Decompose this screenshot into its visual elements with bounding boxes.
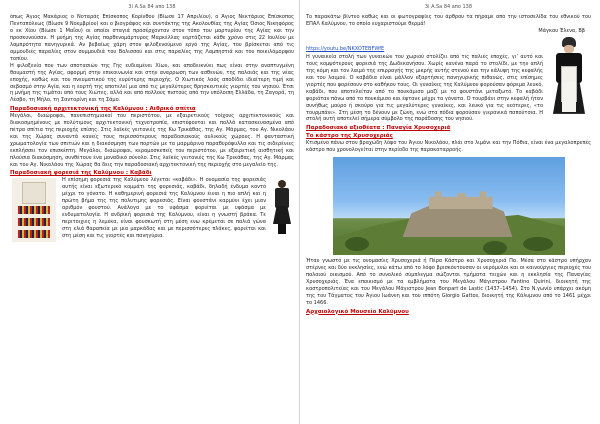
castle-photo bbox=[333, 157, 565, 255]
castle-intro-paragraph: Κτισμένο πάνω στον βραχώδη λόφο του Άγιου Νικολάου, πλάι στο λιμάνι και την Πόθια, είναι ένα μεγαλοπρεπές κάστρο που χρονολογείται στην περίοδο της παρακαταρροής. bbox=[306, 140, 591, 154]
left-page-number: 3i A.Sa 84 aπο 138 bbox=[128, 4, 176, 10]
heading-traditional-costume: Παραδοσιακή φορεσιά της Καλύμνου : Καβάδι bbox=[10, 170, 152, 177]
architecture-paragraph: Μεγάλοι, διαώροφοι, πανεπιστημιακοί του περιστότου, με εξαιρετικούς τοίχους αρχιτεκτονικούς και διακοσμημένους με πολύτιμους αρχιτεκτονική τεχνοτροπία, επιστέφονται και πολλά κατασκευασμένα από πέτρα σπίτια της περιοχής επίσης. Στις λαϊκές γειτονιές της Κω Τρικάθας, της Αγ. Μάρμας, του Αγ. Νικολάου και της Χώρας συναντά κανείς τους περισσότερους παραδοσιακούς αυλικούς χώρους. Η φανταστική χρωματολογία των σπιτιών και η διακόσμηση των πορτών με τα μαρμάρινα παραθυρόφυλλα και τις σιδερένιες εκπλήσσει τον επισκέπτη. Μεγάλοι, διαώροφοι, κεραμοσκεπείς του περιστότου, με εξαιρετική αισθητική και πλούσια διακόσμηση, συνθέτουν ένα μοναδικό σύνολο. Στις λαϊκές γειτονιές της Κω Τρικάθας, της Αγ. Μάρμας και του Αγ. Νικολάου της Χώρας θα δεις την παραδοσιακή αρχιτεκτονική της περιοχής στο μεγαλείο της. bbox=[10, 112, 294, 168]
left-paragraph-1: όπως Άγιος Μακάριος ο Νοταράς Επίσκοπος Κορίνθου (Βίωσε 17 Απριλίου), ο Άγιος Νεκτάριος Επίσκοπος Πενταπόλεως (Βίωσε 9 Νοεμβρίου) και ο βιογράφος και συντάκτης της Ακολουθίας της Αγίας Όσιος Νικηφόρος ο εκ Χίου (Βίωσε 1 Μαΐου) οι οποίοι σταγιά προσέρχονταν στον τόπο του μαρτυρίου της Αγίας και την προσκυνούσαν. Η μνήμη της Αγίας παρθενομάρτυρος Μαρκέλλας εορτάζεται κάθε χρόνο στις 22 Ιουλίου με λαμπρότητα πανηγυρικά. Αν βεβαίως χάρη στον φιλοξενούμενο εργό της Αγίας, του βρίσκεται από τις αμμουδιές παραλίες στον συμμουδιά του Βολισσού και στις παραλίες της Λαμπηστιά και του ποικιλόμορφου τοπίου. bbox=[10, 14, 294, 62]
costume-paragraph: Η επίσημη φορεσιά της Καλύμνου λέγεται «καβάδι». Η ονομασία της φορεσιάς αυτής είναι εξωτερικό κομμάτι της φορεσιάς, καβάδι, δηλαδή ένδυμα κοντό μέχρι το γόνατο. Η καθημερινή φορεσιά της Καλύμνου έιναι η πιο απλή και η πρώτη βήμα της της πολυτιμης φορεσιάς. Είναι φουστάνι καρμύνι έχει μιαν αριθμόν φουστού. Ανάλογα με το υφάσμα φοριέται με υφάσμα με ενδυματολογία. Η ανδρική φορεσιά της Καλύμνου, είναι η γνωστή βράκα. Τε περιτοιχιες η λεμέκα, είναι φουσκωτή στη μέση ενω κρέμεται σε παλιά γώνα στη ελιά θαραπεία με μια μαρκάδας και με περισσότερες πλάκες, φοριέται και στη μέση και τις γιορτές και πανηγύρια. bbox=[62, 177, 266, 239]
right-page bbox=[306, 0, 591, 424]
author-signature: Μάγκαυ Έλενα, Ββ bbox=[538, 27, 585, 34]
left-paragraph-2: Η φιλοξενία που των αποτασιών της Γης ευδιαμένει Χίων, και αποδεικνύει πως είναι στην αναπτυγμένη θαυμαστή της Αγίας, αφορμή στην επικοινωνία και στην αναρρωση των ασθενών, της παλαιάς και της νέας εποχής, καθώς και του πνευματικού της ευρύτερης περιοχής. Ο Χιωτικός λαός αποδίδει ιδιαίτερη τιμή και σεβασμό στην Αγία, και η εορτή της αποτελεί μια από τις μεγαλύτερες θρησκευτικές γιορτές του νησιού. Έτσι η μνήμη της τιμάται από τους Χιώτες, αλλά και από πολλούς πιστούς από την υπόλοιπη Ελλάδα, τη Ζαγορά, τη Λέσβο, τη Μήλο, τη Σαντορίνη και τη Σάμο. bbox=[10, 62, 294, 104]
subheading-castle: Το κάστρο της Χρυσοχεριάς bbox=[306, 133, 393, 140]
youtube-link[interactable]: https://youtu.be/NKXOTEBFWfE bbox=[306, 45, 385, 52]
right-page-number: 3i A.Sa 84 aπο 138 bbox=[424, 4, 473, 10]
left-page bbox=[10, 0, 294, 424]
intro-paragraph: Το παρακάτω βίντεο καθώς και οι φωτογραφίες του άρθρου τα πήραμε από την ιστοσελίδα του εθνικού του ΕΠΑΛ Καλύμνου, το οποίο ευχαριστούμε θερμά! bbox=[306, 14, 591, 27]
left-page-column bbox=[10, 14, 294, 422]
castle-history-paragraph: Ήταν γνωστό με τις ονομασίες Χρυσοχεριά ή Πέρα Κάστρο και Χρυσοχεριά Πα. Μέσα στο κάστρο υπήρχαν στέρνες και δύο εκκλησίες, ενώ κάτω από το λόφο βρισκόντουσαν οι νερόμυλοι και οι καινούργιες περιοχές του παλαιού οικισμού. Από το συνολικό σύμπλεγμα σώζονται τμήματα τειχών και η εκκλησία της Παναγίας Χρυσοχεριάς. Ένα εποικισμό με τα εμβλήματα του Μεγάλου Μάγιστρου Fantino Quirini, διοικητή της καστροπολιτείας και του Μεγάλου Μάγιστρου Jean Bonpart de Lastic (1437–1454). Στο Ν.γωνίο υπάρχει ακόμη της του Τάγματος του Άγιου Ιωάννη και του ιππότη Giorgio Gattos, διοικητή της Κάλυμνου από το 1461 μέχρι το 1466. bbox=[306, 258, 591, 307]
kavadi-garment-image bbox=[12, 178, 56, 242]
page-gutter bbox=[299, 0, 300, 424]
heading-archaeological-museum: Αρχαιολογικό Μουσείο Καλύμνου bbox=[306, 308, 409, 315]
right-page-column bbox=[306, 14, 591, 422]
heading-sights: Παραδοσιακό αξιοθέατα : Παναγία Χρυσοχεριά bbox=[306, 124, 451, 131]
costume-description-paragraph: Η γυναικεία στολή των γυναικών του χωριού στολίζει από τις παλιές εποχές, γι’ αυτό και τους κομψότερους φορεσιά της Δωδεκανήσου. Χωρίς κανένα παρά το στολίδι, με την απλή της κόμη και τον λαιμό της επιρραγής της μικρής αυτής στενού και την κάλυψη της κεφαλής και του λαιμού. Ο καβάδια είναι μάλλον εξαρτήσεις πανηγυρικής πιθανώς, στις επίσημες γιορτές που φορέσουν στο καθήκον τους. Οι γυναίκες της Καλύμνου φορούσαν φόρεμα λευκό, καβάδι, που αποτελείταν από το πουκάμισο μαζί με το φουστάνι μεταξωτό. Το καβάδι φοριόταν πάνω από το πουκάμισο και έφτανε μέχρι τα γόνατα. Ο τουρβάνι στην κεφαλή ήταν συνήθως μαύρο ή σκούρο για τις μεγαλύτερες γυναίκες, και λευκό για τις νεότερες, «το τουρμπάνι». Στη μέση το δένουν με ζώνη, ενώ στα πόδια φορούσαν γιερανικά παπούτσια. Η στολή αυτή αποτελεί σήμερα σύμβολο της παράδοσης του νησιού. bbox=[306, 53, 543, 123]
heading-traditional-architecture: Παραδοσιακή αρχιτεκτονική της Καλύμνου : Αιθρικό σπίτια bbox=[10, 105, 196, 112]
womens-costume-photo bbox=[548, 36, 590, 118]
male-costume-figure-image bbox=[271, 178, 293, 236]
